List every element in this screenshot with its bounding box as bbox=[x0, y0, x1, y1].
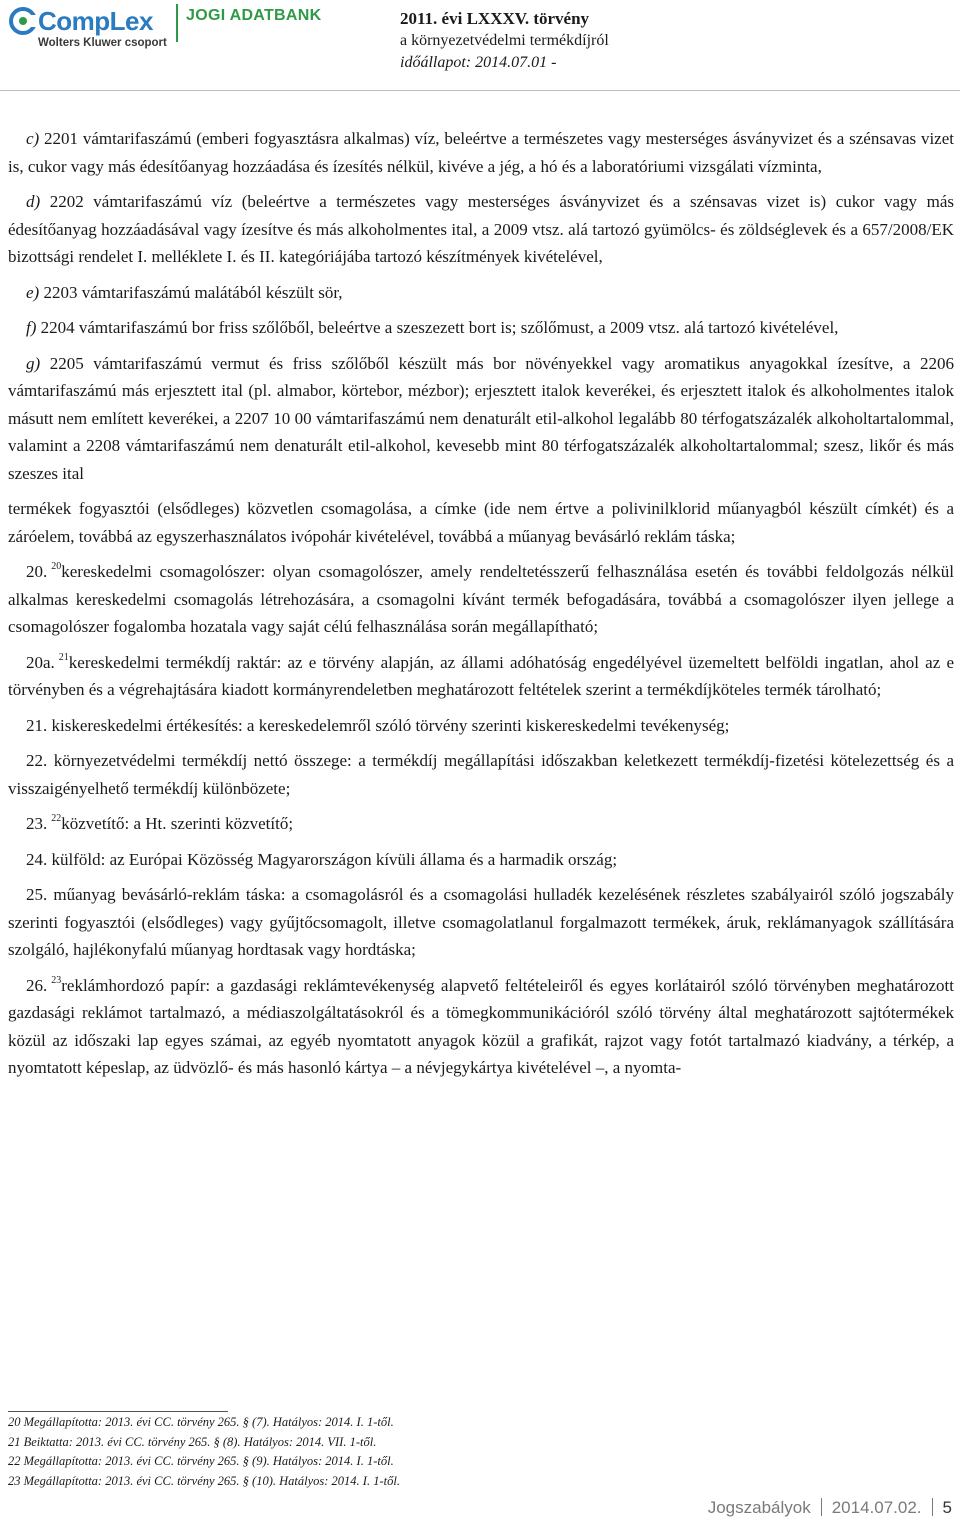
paragraph-20a bbox=[8, 649, 954, 704]
state-date: időállapot: 2014.07.01 - bbox=[400, 54, 557, 71]
paragraph-24: 24. külföld: az Európai Közösség Magyarországon kívüli állama és a harmadik ország; bbox=[26, 849, 618, 869]
footer-source: Jogszabályok bbox=[707, 1498, 811, 1517]
page-header bbox=[0, 0, 960, 90]
item-label: e) bbox=[26, 282, 40, 302]
paragraph-e bbox=[8, 279, 954, 307]
paragraph-f bbox=[8, 314, 954, 342]
paragraph-text: 2201 vámtarifaszámú (emberi fogyasztásra alkalmas) víz, beleértve a természetes vagy mesterséges ásványvizet és a szénsavas vizet is, cukor vagy más édesítőanyag hozzáadása és ízesítés nélkül, kivéve a jég, a hó és a laboratóriumi vizsgálati vízminta, bbox=[8, 129, 954, 176]
brand-subtitle: Wolters Kluwer csoport bbox=[38, 37, 167, 49]
paragraph-c bbox=[8, 125, 954, 180]
footnote-item: 23 Megállapította: 2013. évi CC. törvény 265. § (10). Hatályos: 2014. I. 1-től. bbox=[8, 1473, 400, 1488]
page-footer bbox=[708, 1498, 952, 1518]
paragraph-text: közvetítő: a Ht. szerinti közvetítő; bbox=[61, 814, 294, 833]
footnotes bbox=[8, 1413, 908, 1491]
footer-separator bbox=[821, 1498, 822, 1516]
law-subject: a környezetvédelmi termékdíjról bbox=[400, 32, 609, 49]
brand-name: CompLex bbox=[38, 6, 153, 36]
footnote-item: 20 Megállapította: 2013. évi CC. törvény 265. § (7). Hatályos: 2014. I. 1-től. bbox=[8, 1415, 394, 1429]
footnote-ref[interactable]: 20 bbox=[51, 561, 62, 572]
paragraph-20 bbox=[8, 558, 954, 641]
footnote-ref[interactable]: 21 bbox=[58, 651, 69, 663]
paragraph-text: 2204 vámtarifaszámú bor friss szőlőből, beleértve a szeszezett bort is; szőlőmust, a 2009 vtsz. alá tartozó kivételével, bbox=[36, 318, 839, 337]
item-number: 20. bbox=[26, 562, 48, 581]
header-rule bbox=[0, 90, 960, 91]
paragraph-text: reklámhordozó papír: a gazdasági reklámtevékenység alapvető feltételeiről és egyes korlátairól szóló törvényben meghatározott gazdasági reklámot tartalmazó, a médiaszolgáltatásokról és a tömegkommunikációról szóló törvény által meghatározott sajtótermékek közül az időszaki lap egyes számai, az egyéb nyomtatott anyagok közül a grafikát, rajzot vagy fotót tartalmazó kiadvány, a térkép, a nyomtatott képeslap, az üdvözlő- és más hasonló kártya – a névjegykártya kivételével –, a nyomta- bbox=[8, 975, 954, 1077]
footnote-item: 22 Megállapította: 2013. évi CC. törvény 265. § (9). Hatályos: 2014. I. 1-től. bbox=[8, 1454, 394, 1468]
paragraph-text: kereskedelmi csomagolószer: olyan csomagolószer, amely rendeltetésszerű felhasználása esetén és további feldolgozás nélkül alkalmas kereskedelmi csomagolás létrehozására, a csomagolni kívánt termék befogadására, továbbá a csomagolószer ilyen jellege a csomagolószer fogalomba hozatala vagy saját célú felhasználása során megállapítható; bbox=[8, 562, 954, 636]
item-number: 26. bbox=[26, 975, 48, 995]
document-title-block bbox=[400, 8, 609, 74]
paragraph-text: 2202 vámtarifaszámú víz (beleértve a természetes vagy mesterséges ásványvizet és a szénsavas vizet is) cukor vagy más édesítőanyag hozzáadásával vagy ízesítve és más alkoholmentes ital, a 2009 vtsz. alá tartozó gyümölcs- és zöldséglevek és a 657/2008/EK bizottsági rendelet I. melléklete I. és II. kategóriájába tartozó készítmények kivételével, bbox=[8, 192, 954, 266]
paragraph-21: 21. kiskereskedelmi értékesítés: a kereskedelemről szóló törvény szerinti kiskereskedelmi tevékenység; bbox=[26, 715, 730, 735]
paragraph-termekek: termékek fogyasztói (elsődleges) közvetlen csomagolása, a címke (ide nem értve a polivinilklorid műanyagból készült címkét) és a záróelem, továbbá az egyszerhasználatos ivópohár kivételével, továbbá a műanyag bevásárló reklám táska; bbox=[8, 499, 954, 546]
paragraph-text: kereskedelmi termékdíj raktár: az e törvény alapján, az állami adóhatóság engedélyével üzemeltett belföldi ingatlan, ahol az e törvényben és a végrehajtására kiadott kormányrendeletben meghatározott feltételek szerint a termékdíjköteles termék tárolható; bbox=[8, 652, 954, 699]
document-body bbox=[8, 125, 954, 1090]
law-title: 2011. évi LXXXV. törvény bbox=[400, 9, 590, 28]
item-label: d) bbox=[26, 192, 41, 211]
footnote-ref[interactable]: 22 bbox=[51, 813, 62, 824]
item-label: c) bbox=[26, 129, 40, 148]
item-number: 20a. bbox=[26, 652, 55, 672]
complex-logo-icon bbox=[8, 6, 38, 36]
logo-divider bbox=[176, 4, 178, 42]
footnote-rule bbox=[8, 1411, 228, 1412]
paragraph-text: 2203 vámtarifaszámú malátából készült sör, bbox=[39, 282, 343, 302]
paragraph-26 bbox=[8, 972, 954, 1082]
item-label: g) bbox=[26, 353, 41, 373]
item-number: 23. bbox=[26, 814, 48, 833]
paragraph-25: 25. műanyag bevásárló-reklám táska: a csomagolásról és a csomagolási hulladék kezelésének részletes szabályairól szóló jogszabály szerinti fogyasztói (elsődleges) vagy gyűjtőcsomagolt, illetve csomagolatlanul forgalmazott termékek, áruk, reklámanyagok szállítására szolgáló, hajlékonyfalú műanyag hordtasak vagy hordtáska; bbox=[8, 885, 954, 959]
footnote-ref[interactable]: 23 bbox=[51, 974, 62, 986]
item-label: f) bbox=[26, 318, 37, 337]
footer-separator bbox=[932, 1498, 933, 1516]
paragraph-g bbox=[8, 350, 954, 488]
paragraph-23 bbox=[8, 810, 954, 838]
paragraph-22: 22. környezetvédelmi termékdíj nettó összege: a termékdíj megállapítási időszakban keletkezett termékdíj-fizetési kötelezettség és a visszaigényelhető termékdíj különbözete; bbox=[8, 751, 954, 798]
footer-date: 2014.07.02. bbox=[831, 1498, 922, 1517]
paragraph-d bbox=[8, 188, 954, 271]
footnote-item: 21 Beiktatta: 2013. évi CC. törvény 265. § (8). Hatályos: 2014. VII. 1-től. bbox=[8, 1434, 377, 1449]
page-number: 5 bbox=[942, 1498, 952, 1517]
product-logo: JOGI ADATBANK bbox=[186, 7, 322, 24]
paragraph-text: 2205 vámtarifaszámú vermut és friss szőlőből készült más bor növényekkel vagy aromatikus anyagokkal ízesítve, a 2206 vámtarifaszámú más erjesztett ital (pl. almabor, körtebor, mézbor); erjesztett italok keverékei, és erjesztett italok és alkoholmentes italok másutt nem említett keverékei, a 2207 10 00 vámtarifaszámú nem denaturált etil-alkohol legalább 80 térfogatszázalék alkoholtartalommal, valamint a 2208 vámtarifaszámú nem denaturált etil-alkohol, kevesebb mint 80 térfogatszázalék alkoholtartalommal; szesz, likőr és más szeszes ital bbox=[8, 353, 954, 483]
complex-logo bbox=[8, 4, 168, 54]
